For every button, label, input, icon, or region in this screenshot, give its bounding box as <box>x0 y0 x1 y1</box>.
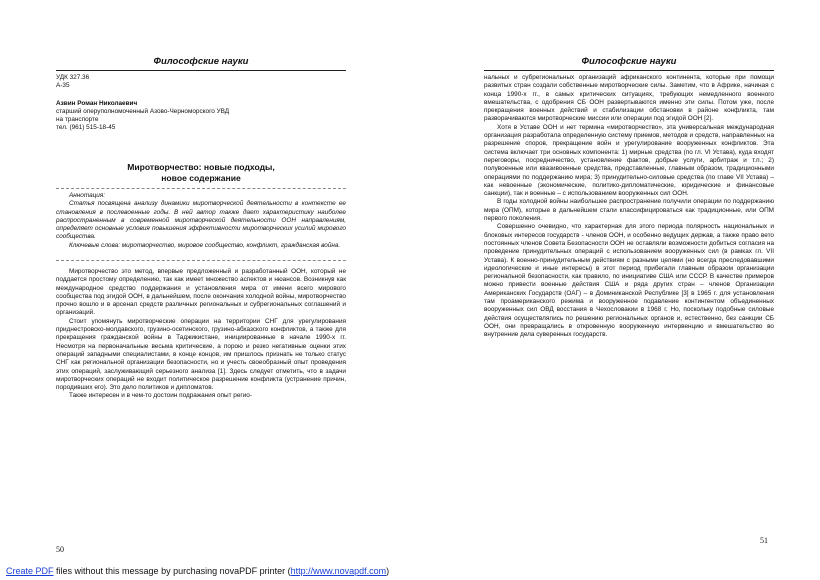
abstract-top-border <box>56 188 346 189</box>
author-phone: тел. (961) 515-18-45 <box>56 124 116 132</box>
novapdf-link[interactable]: http://www.novapdf.com <box>290 566 387 576</box>
body-text <box>484 74 774 340</box>
page-number: 51 <box>760 536 768 545</box>
header-rule <box>484 70 774 71</box>
running-header: Философские науки <box>153 56 249 67</box>
a-code: А-35 <box>56 82 70 90</box>
abstract-bottom-border <box>56 260 346 261</box>
abstract <box>56 192 346 250</box>
author-position: старший оперуполномоченный Азово-Черноморского УВД <box>56 107 230 115</box>
paragraph: Также интересен и в чем-то достоин подражания опыт регио- <box>69 392 252 400</box>
running-header: Философские науки <box>581 56 677 67</box>
paragraph: Хотя в Уставе ООН и нет термина «миротворчество», эта универсальная международная организация разработала определенную систему приемов, методов и средств, направленных на разрешение споров, прекращение войн и урегулирование вооруженных конфликтов. Эта система включает три основных компонента: 1) мирные средства (по гл. VI Устава), куда входят переговоры, посредничество, установление фактов, добрые услуги, арбитраж и т.п.; 2) полувоенные или квазивоенные средства, представленные, главным образом, традиционными операциями по поддержанию мира; 3) принудительно-силовые средства (по главе VII Устава) – как невоенные (экономические, политико-дипломатические, юридические и финансовые санкции), так и военные – с использованием вооруженных сил ООН. <box>484 123 774 198</box>
article-title <box>56 162 346 183</box>
paragraph: Стоит упомянуть миротворческие операции на территории СНГ для урегулирования приднестровско-молдавского, грузино-осетинского, грузино-абхазского конфликтов, а также для прекращения гражданской войны в Таджикистане, инициированные в начале 1990-х гг. Несмотря на первоначальные весьма критические, а порою и резко негативные оценки этих операций западными специалистами, в конце концов, им пришлось признать не только статус СНГ как региональной организации безопасности, но и учесть своеобразный опыт проведения этих операций, заслуживающий серьезного анализа [1]. Здесь следует отметить, что в задачи миротворческих операций не входит политическое разрешение конфликта (устранение причин, породивших его). Это дело политиков и дипломатов. <box>56 317 346 392</box>
title-line-2: новое содержание <box>161 172 241 183</box>
header-rule <box>56 70 346 71</box>
paragraph: нальных и субрегиональных организаций африканского континента, которые при помощи развитых стран создали собственные миротворческие силы. Заметим, что в Африке, начиная с конца 1990-х гг., в самых критических ситуациях, требующих немедленного военного вмешательства, с одобрения СБ ООН развертываются именно эти силы. Потом уже, после прекращения военных действий и стабилизации обстановки в районе конфликта, там разворачиваются миротворческие миссии или операции под эгидой ООН [2]. <box>484 74 774 123</box>
keywords: Ключевые слова: миротворчество, мировое сообщество, конфликт, гражданская война. <box>69 241 341 249</box>
footer-text: files without this message by purchasing novaPDF printer ( <box>53 566 291 576</box>
page-number: 50 <box>56 545 64 554</box>
create-pdf-link[interactable]: Create PDF <box>6 566 54 576</box>
title-line-1: Миротворчество: новые подходы, <box>127 162 275 172</box>
paragraph: Миротворчество это метод, впервые предложенный и разработанный ООН, который не поддается простому определению, так как имеет множество аспектов и нюансов. Возникнув как международное средство поддержания и установления мира от имени всего мирового сообщества под эгидой ООН, в дальнейшем, после окончания холодной войны, миротворчество прочно вошло и в арсенал средств различных региональных и субрегиональных соглашений и организаций. <box>56 268 346 317</box>
author-name: Азвин Роман Николаевич <box>56 99 138 107</box>
udk: УДК 327.36 <box>56 74 90 81</box>
footer-text-end: ) <box>386 566 390 576</box>
right-page <box>410 0 820 560</box>
paragraph: Совершенно очевидно, что характерная для этого периода полярность национальных и блоковых интересов государств - членов ООН, и особенно ведущих держав, а также право вето постоянных членов Совета Безопасности ООН не оставляли возможности добиться согласия на проведение принудительных операций с использованием вооруженных сил (в рамках гл. VII Устава). К военно-принудительным действиям с разными целями (но всегда преследовавшими идеологические и иные интересы) в этот период прибегали главным образом организации региональной безопасности, как правило, по инициативе США или СССР. В качестве примеров можно привести военные действия США и ряда других стран – членов Организации Американских Государств (ОАГ) – в Доминиканской Республике [3] в 1965 г. для установления там проамериканского режима и вооруженное подавление контингентом объединенных вооруженных сил ОВД восстания в Чехословакии в 1968 г. Но, поскольку подобные силовые действия осуществлялись по решению региональных органов и, естественно, без санкции СБ ООН, они превращались в откровенную вооруженную интервенцию и вмешательство во внутренние дела суверенных государств. <box>484 223 774 339</box>
paragraph: В годы холодной войны наибольшее распространение получили операции по поддержанию мира (ОПМ), которые в дальнейшем стали классифицироваться как традиционные, или ОПМ первого поколения. <box>484 198 774 223</box>
author-position-2: на транспорте <box>56 116 99 124</box>
body-text <box>56 268 346 401</box>
left-page <box>0 0 410 560</box>
abstract-label: Аннотация: <box>69 192 106 199</box>
novapdf-footer <box>6 566 389 576</box>
author-block <box>56 74 346 133</box>
abstract-text: Статья посвящена анализу динамики миротворческой деятельности в контексте ее становления в послевоенные годы. В ней автор также дает характеристику наиболее распространенным в современной миротворческой деятельности ООН направлениям, определяет основные условия повышения эффективности миротворческих усилий мирового сообщества. <box>56 200 346 241</box>
